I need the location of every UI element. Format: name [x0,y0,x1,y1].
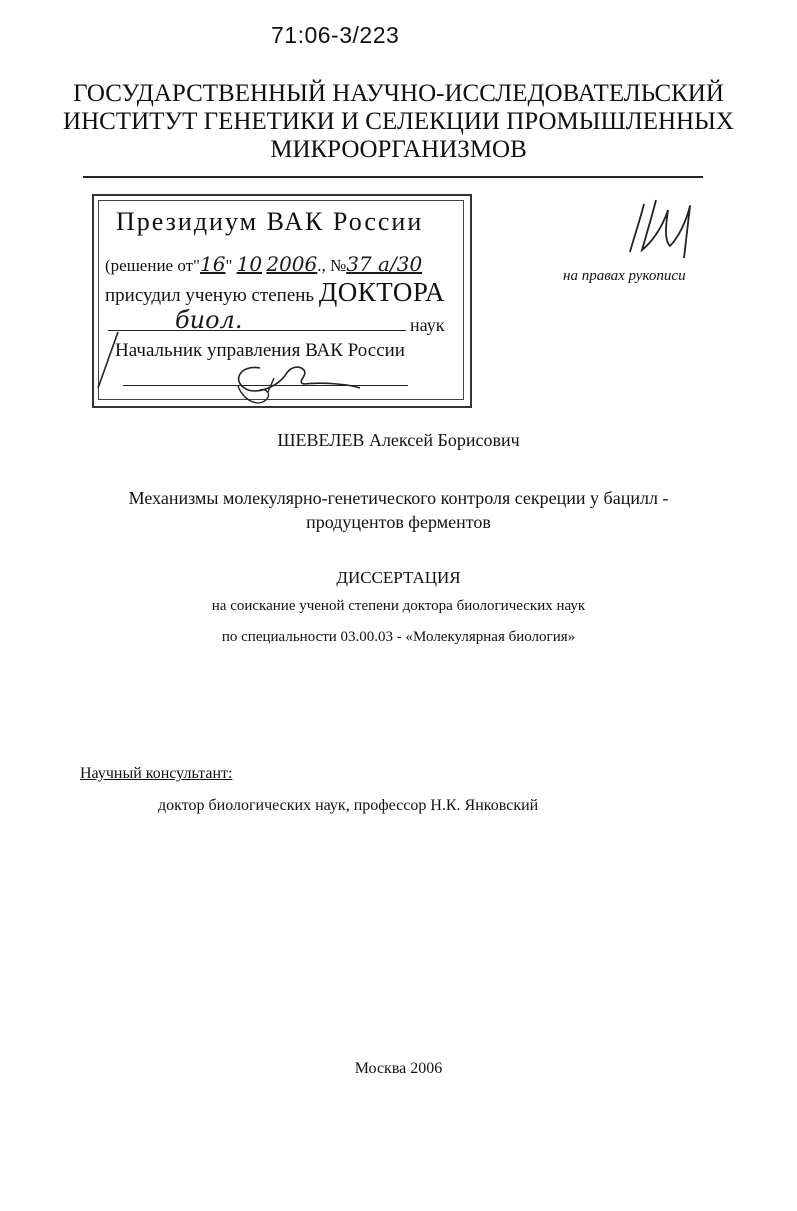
dissertation-title [0,486,797,534]
dissertation-title-line-1: Механизмы молекулярно-генетического контроля секреции у бацилл - [128,488,669,508]
institute-line-3: МИКРООРГАНИЗМОВ [270,136,527,163]
author-name: ШЕВЕЛЕВ Алексей Борисович [277,430,520,450]
stamp-signature [90,330,390,410]
stamp-decision-line: (решение от"16" 10 2006., №37 а/30 [105,252,423,276]
consultant-name: доктор биологических наук, профессор Н.К. Янковский [158,797,539,814]
consultant-label: Научный консультант: [80,765,233,782]
degree-sought: на соискание ученой степени доктора биологических наук [211,598,586,614]
stamp-decision-number: 37 а/30 [346,252,423,276]
dissertation-title-line-2: продуцентов ферментов [306,512,491,532]
stamp-field-handwritten: биол. [175,306,243,334]
stamp-decision-month: 10 [236,252,263,276]
institute-line-1: ГОСУДАРСТВЕННЫЙ НАУЧНО-ИССЛЕДОВАТЕЛЬСКИЙ [73,80,724,107]
stamp-head-title: Начальник управления ВАК России [115,340,405,361]
catalog-number: 71:06-3/223 [271,22,400,48]
stamp-decision-year: 2006 [266,252,318,276]
stamp-title: Президиум ВАК России [116,207,424,236]
stamp-field-suffix: наук [410,315,445,335]
stamp-degree-prefix: присудил ученую степень [105,285,315,306]
author-signature [628,196,708,266]
rights-note: на правах рукописи [563,268,686,284]
stamp-degree-line [105,277,445,308]
stamp-decision-prefix: (решение от [105,256,194,275]
institute-line-2: ИНСТИТУТ ГЕНЕТИКИ И СЕЛЕКЦИИ ПРОМЫШЛЕННЫХ [63,108,734,135]
specialty: по специальности 03.00.03 - «Молекулярная биология» [221,629,576,645]
stamp-decision-day: 16 [200,252,226,276]
institute-name [0,80,797,164]
work-type: ДИССЕРТАЦИЯ [336,568,461,587]
stamp-degree: ДОКТОРА [318,277,445,307]
stamp-decision-number-prefix: № [330,256,347,275]
header-divider [83,176,703,178]
city-year: Москва 2006 [354,1060,443,1077]
